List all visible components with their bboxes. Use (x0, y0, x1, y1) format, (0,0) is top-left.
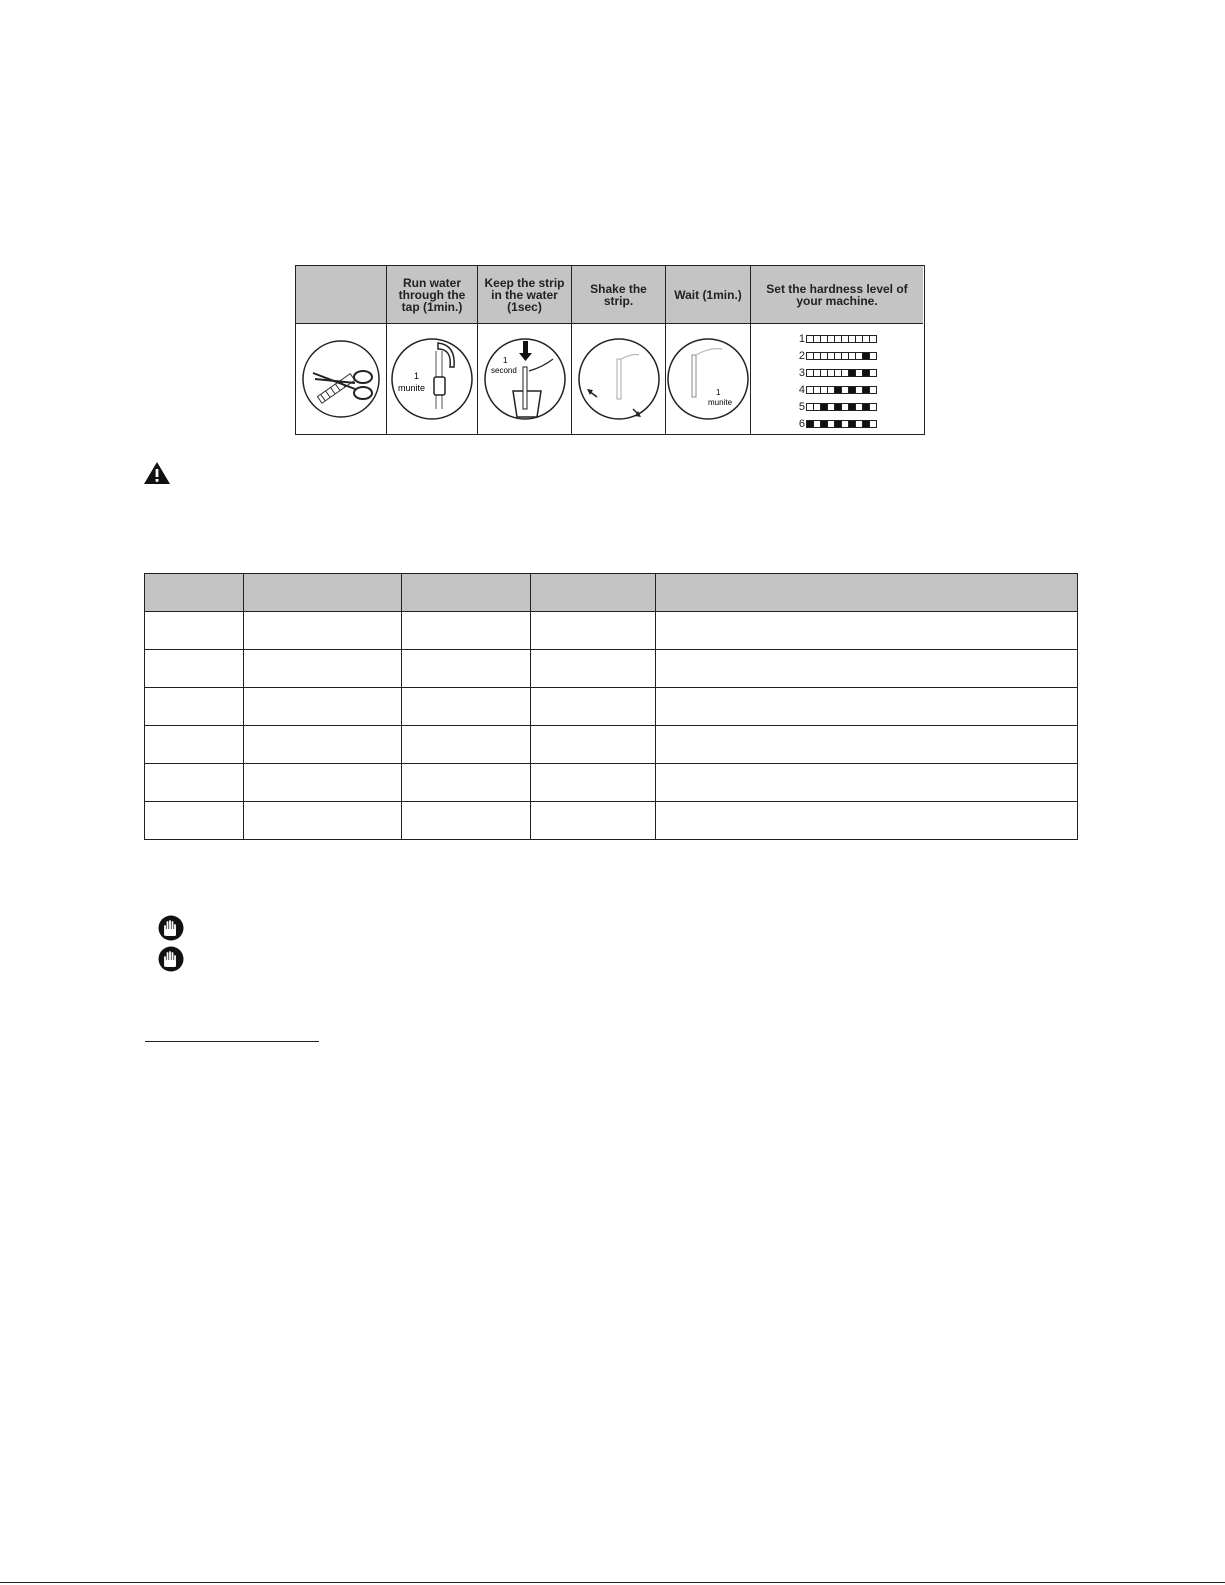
hardness-cell (828, 370, 835, 376)
hardness-cell (849, 370, 856, 376)
hardness-cell (814, 421, 821, 427)
hardness-cell (870, 336, 876, 342)
hand-stop-icon (158, 915, 184, 941)
hardness-cell (870, 387, 876, 393)
step-run-water (387, 266, 478, 434)
hardness-cell (856, 387, 863, 393)
step-shake-strip (572, 266, 666, 434)
hardness-level-bar (806, 335, 877, 343)
table-row (145, 726, 1078, 764)
hardness-level-row (797, 415, 877, 432)
hardness-cell (835, 336, 842, 342)
hardness-level-row (797, 364, 877, 381)
hardness-cell (863, 370, 870, 376)
table-cell (145, 726, 244, 764)
table-cell (402, 612, 531, 650)
table-cell (531, 612, 656, 650)
hardness-cell (863, 421, 870, 427)
step-header: Shake the strip. (572, 266, 665, 324)
hardness-cell (856, 336, 863, 342)
hardness-cell (849, 404, 856, 410)
hardness-cell (828, 421, 835, 427)
table-cell (244, 650, 402, 688)
hardness-level-row (797, 381, 877, 398)
hardness-cell (842, 336, 849, 342)
hardness-cell (856, 353, 863, 359)
table-cell (402, 802, 531, 840)
hardness-cell (835, 370, 842, 376)
table-cell (402, 764, 531, 802)
hardness-cell (870, 421, 876, 427)
table-cell (145, 802, 244, 840)
hardness-level-row (797, 330, 877, 347)
tap-duration-unit: munite (398, 382, 426, 393)
scissors-icon (301, 339, 381, 419)
hardness-level-row (797, 347, 877, 364)
hardness-cell (807, 387, 814, 393)
table-row (145, 764, 1078, 802)
step-header (296, 266, 386, 324)
hand-stop-icon (158, 946, 184, 972)
table-cell (145, 764, 244, 802)
step-header: Keep the strip in the water (1sec) (478, 266, 571, 324)
hardness-cell (856, 404, 863, 410)
hardness-level-number: 4 (798, 383, 805, 396)
warning-triangle-icon (143, 461, 171, 485)
table-row (145, 612, 1078, 650)
hardness-level-list (797, 324, 877, 432)
hardness-cell (828, 353, 835, 359)
hardness-cell (835, 353, 842, 359)
table-cell (656, 688, 1078, 726)
hardness-cell (807, 353, 814, 359)
hardness-cell (828, 336, 835, 342)
hardness-cell (814, 370, 821, 376)
wait-illustration (666, 337, 750, 421)
hardness-cell (856, 421, 863, 427)
hardness-cell (849, 353, 856, 359)
table-cell (656, 612, 1078, 650)
hardness-level-number: 2 (798, 349, 805, 362)
table-cell (402, 726, 531, 764)
hardness-cell (814, 353, 821, 359)
hardness-cell (842, 421, 849, 427)
hardness-cell (849, 421, 856, 427)
hardness-level-number: 1 (798, 332, 805, 345)
hardness-cell (814, 387, 821, 393)
hardness-cell (821, 387, 828, 393)
table-row (145, 650, 1078, 688)
hardness-cell (835, 404, 842, 410)
hardness-cell (863, 353, 870, 359)
table-header-row (145, 574, 1078, 612)
dip-strip-illustration (483, 337, 567, 421)
table-cell (531, 688, 656, 726)
wait-duration-unit: munite (708, 397, 733, 407)
tap-duration-number: 1 (414, 370, 420, 381)
hardness-cell (807, 336, 814, 342)
table-cell (656, 650, 1078, 688)
hardness-cell (828, 387, 835, 393)
table-header-cell (244, 574, 402, 612)
hardness-cell (821, 370, 828, 376)
hardness-cell (842, 387, 849, 393)
tap-water-illustration (390, 337, 474, 421)
hardness-cell (863, 336, 870, 342)
step-set-hardness (751, 266, 923, 434)
table-cell (656, 802, 1078, 840)
hardness-level-bar (806, 386, 877, 394)
hardness-cell (814, 404, 821, 410)
hardness-cell (821, 336, 828, 342)
step-header: Set the hardness level of your machine. (751, 266, 923, 324)
hardness-cell (863, 404, 870, 410)
hardness-level-number: 3 (798, 366, 805, 379)
hardness-cell (842, 370, 849, 376)
table-cell (531, 726, 656, 764)
hardness-table (144, 573, 1078, 840)
step-header: Wait (1min.) (666, 266, 750, 324)
hardness-cell (835, 421, 842, 427)
hardness-cell (821, 404, 828, 410)
step-header: Run water through the tap (1min.) (387, 266, 477, 324)
step-keep-strip (478, 266, 572, 434)
table-cell (244, 764, 402, 802)
table-cell (531, 764, 656, 802)
table-cell (244, 726, 402, 764)
hardness-cell (856, 370, 863, 376)
dip-duration-unit: second (490, 365, 517, 375)
hardness-cell (870, 353, 876, 359)
hardness-level-bar (806, 369, 877, 377)
hardness-level-bar (806, 352, 877, 360)
dip-duration-number: 1 (502, 355, 507, 365)
hardness-level-row (797, 398, 877, 415)
table-cell (656, 764, 1078, 802)
hardness-cell (807, 404, 814, 410)
hardness-cell (870, 370, 876, 376)
hardness-cell (828, 404, 835, 410)
hardness-cell (807, 370, 814, 376)
section-heading-underline (145, 1041, 319, 1042)
test-strip-steps-figure (295, 265, 925, 435)
hardness-cell (849, 336, 856, 342)
hardness-cell (821, 421, 828, 427)
hardness-cell (807, 421, 814, 427)
table-cell (656, 726, 1078, 764)
hardness-cell (821, 353, 828, 359)
hardness-cell (849, 387, 856, 393)
step-wait (666, 266, 751, 434)
table-cell (145, 612, 244, 650)
page-footer-rule (0, 1582, 1225, 1583)
table-cell (531, 650, 656, 688)
hardness-level-number: 6 (798, 417, 805, 430)
table-row (145, 802, 1078, 840)
table-header-cell (531, 574, 656, 612)
hardness-cell (842, 404, 849, 410)
table-cell (244, 612, 402, 650)
table-cell (244, 802, 402, 840)
hardness-cell (842, 353, 849, 359)
table-row (145, 688, 1078, 726)
table-cell (531, 802, 656, 840)
hardness-cell (835, 387, 842, 393)
hardness-level-number: 5 (798, 400, 805, 413)
table-header-cell (145, 574, 244, 612)
hardness-level-bar (806, 420, 877, 428)
wait-duration-number: 1 (716, 387, 721, 397)
table-cell (145, 688, 244, 726)
shake-strip-illustration (577, 337, 661, 421)
table-cell (244, 688, 402, 726)
hardness-cell (870, 404, 876, 410)
table-cell (402, 650, 531, 688)
table-header-cell (656, 574, 1078, 612)
table-cell (145, 650, 244, 688)
table-cell (402, 688, 531, 726)
hardness-cell (814, 336, 821, 342)
hardness-cell (863, 387, 870, 393)
hardness-level-bar (806, 403, 877, 411)
step-cut-strip (296, 266, 387, 434)
table-header-cell (402, 574, 531, 612)
